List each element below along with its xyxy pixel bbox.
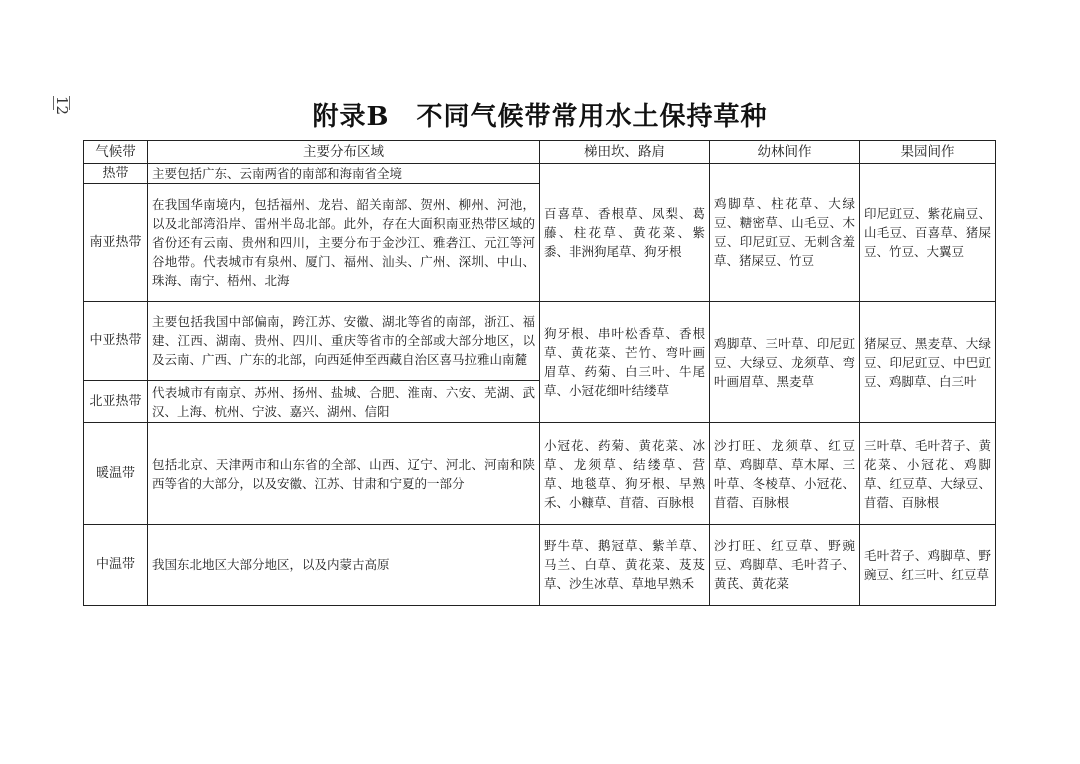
terrace-species-cell: 百喜草、香根草、凤梨、葛藤、柱花草、黄花菜、紫黍、非洲狗尾草、狗牙根 — [540, 164, 710, 302]
zone-cell: 中温带 — [84, 524, 148, 605]
region-cell: 主要包括我国中部偏南，跨江苏、安徽、湖北等省的南部，浙江、福建、江西、湖南、贵州、四川、重庆等省市的全部或大部分地区，以及云南、广西、广东的北部，向西延伸至西藏自治区喜马拉雅山南麓 — [148, 301, 540, 380]
region-cell: 包括北京、天津两市和山东省的全部、山西、辽宁、河北、河南和陕西等省的大部分，以及安徽、江苏、甘肃和宁夏的一部分 — [148, 423, 540, 524]
terrace-species-cell: 狗牙根、串叶松香草、香根草、黄花菜、芒竹、弯叶画眉草、药菊、白三叶、牛尾草、小冠花细叶结缕草 — [540, 301, 710, 423]
forest-species-cell: 鸡脚草、柱花草、大绿豆、糖密草、山毛豆、木豆、印尼豇豆、无刺含羞草、猪屎豆、竹豆 — [710, 164, 860, 302]
zone-cell: 南亚热带 — [84, 184, 148, 302]
table-header-row — [84, 141, 996, 164]
header-forest: 幼林间作 — [710, 141, 860, 164]
zone-cell: 热带 — [84, 164, 148, 184]
header-zone: 气候带 — [84, 141, 148, 164]
terrace-species-cell: 野牛草、鹅冠草、紫羊草、马兰、白草、黄花菜、芨芨草、沙生冰草、草地早熟禾 — [540, 524, 710, 605]
region-cell: 在我国华南境内，包括福州、龙岩、韶关南部、贺州、柳州、河池，以及北部湾沿岸、雷州半岛北部。此外，存在大面积南亚热带区域的省份还有云南、贵州和四川，主要分布于金沙江、雅砻江、元江等河谷地带。代表城市有泉州、厦门、福州、汕头、广州、深圳、中山、珠海、南宁、梧州、北海 — [148, 184, 540, 302]
table-row — [84, 423, 996, 524]
zone-cell: 中亚热带 — [84, 301, 148, 380]
forest-species-cell: 鸡脚草、三叶草、印尼豇豆、大绿豆、龙须草、弯叶画眉草、黑麦草 — [710, 301, 860, 423]
orchard-species-cell: 印尼豇豆、紫花扁豆、山毛豆、百喜草、猪屎豆、竹豆、大翼豆 — [860, 164, 996, 302]
orchard-species-cell: 猪屎豆、黑麦草、大绿豆、印尼豇豆、中巴豇豆、鸡脚草、白三叶 — [860, 301, 996, 423]
grass-species-table — [83, 140, 996, 606]
page-title: 附录B 不同气候带常用水土保持草种 — [312, 102, 768, 132]
orchard-species-cell: 毛叶苕子、鸡脚草、野豌豆、红三叶、红豆草 — [860, 524, 996, 605]
zone-cell: 北亚热带 — [84, 380, 148, 423]
page-number: 12 — [50, 96, 70, 115]
table-row — [84, 524, 996, 605]
forest-species-cell: 沙打旺、红豆草、野豌豆、鸡脚草、毛叶苕子、黄芪、黄花菜 — [710, 524, 860, 605]
header-terrace: 梯田坎、路肩 — [540, 141, 710, 164]
region-cell: 主要包括广东、云南两省的南部和海南省全境 — [148, 164, 540, 184]
table-row — [84, 301, 996, 380]
terrace-species-cell: 小冠花、药菊、黄花菜、冰草、龙须草、结缕草、营草、地毯草、狗牙根、早熟禾、小糠草、苜蓿、百脉根 — [540, 423, 710, 524]
forest-species-cell: 沙打旺、龙须草、红豆草、鸡脚草、草木犀、三叶草、冬棱草、小冠花、苜蓿、百脉根 — [710, 423, 860, 524]
region-cell: 代表城市有南京、苏州、扬州、盐城、合肥、淮南、六安、芜湖、武汉、上海、杭州、宁波、嘉兴、湖州、信阳 — [148, 380, 540, 423]
region-cell: 我国东北地区大部分地区，以及内蒙古高原 — [148, 524, 540, 605]
header-orchard: 果园间作 — [860, 141, 996, 164]
header-region: 主要分布区域 — [148, 141, 540, 164]
table-row — [84, 164, 996, 184]
zone-cell: 暖温带 — [84, 423, 148, 524]
orchard-species-cell: 三叶草、毛叶苕子、黄花菜、小冠花、鸡脚草、红豆草、大绿豆、苜蓿、百脉根 — [860, 423, 996, 524]
